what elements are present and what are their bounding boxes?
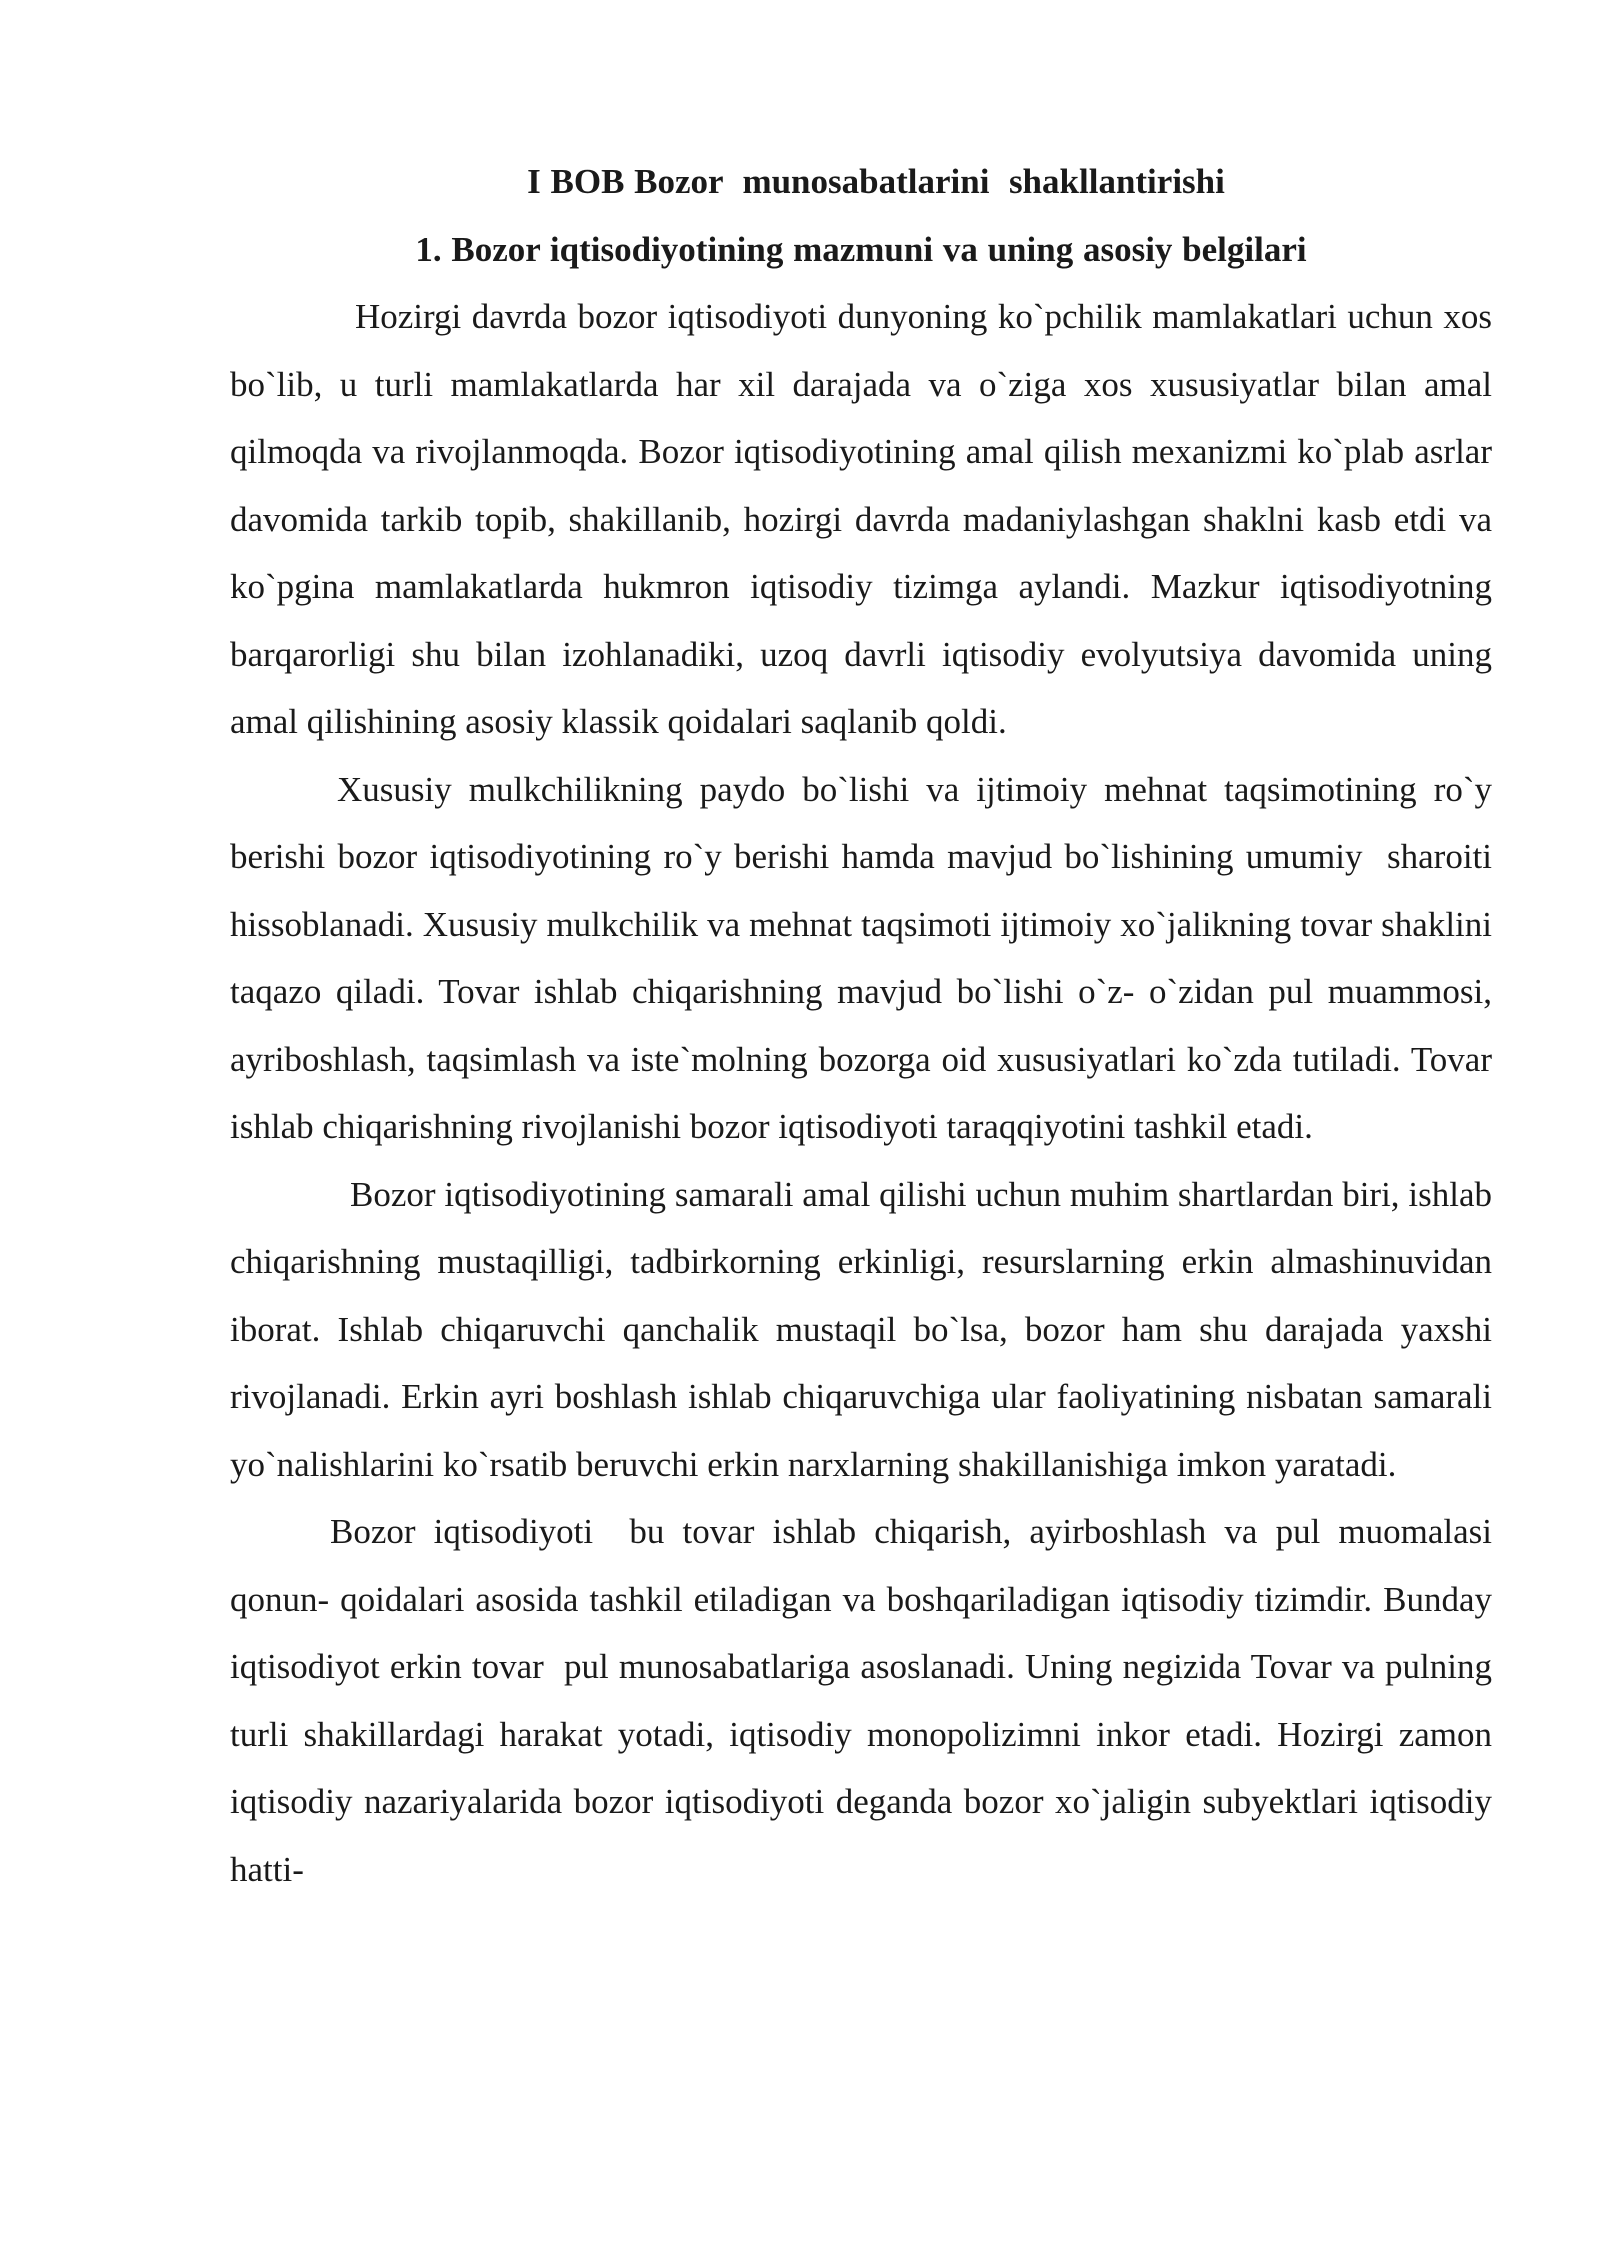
paragraph-1: Hozirgi davrda bozor iqtisodiyoti dunyoning ko`pchilik mamlakatlari uchun xos bo`lib, u turli mamlakatlarda har xil darajada va o`ziga xos xususiyatlar bilan amal qilmoqda va rivojlanmoqda. Bozor iqtisodiyotining amal qilish mexanizmi ko`plab asrlar davomida tarkib topib, shakillanib, hozirgi davrda madaniylashgan shaklni kasb etdi va ko`pgina mamlakatlarda hukmron iqtisodiy tizimga aylandi. Mazkur iqtisodiyotning barqarorligi shu bilan izohlanadiki, uzoq davrli iqtisodiy evolyutsiya davomida uning amal qilishining asosiy klassik qoidalari saqlanib qoldi.: [230, 297, 1501, 741]
document-body: [230, 148, 1501, 1903]
paragraph-4: Bozor iqtisodiyoti bu tovar ishlab chiqarish, ayirboshlash va pul muomalasi qonun- qoidalari asosida tashkil etiladigan va boshqariladigan iqtisodiy tizimdir. Bunday iqtisodiyot erkin tovar pul munosabatlariga asoslanadi. Uning negizida Tovar va pulning turli shakillardagi harakat yotadi, iqtisodiy monopolizimni inkor etadi. Hozirgi zamon iqtisodiy nazariyalarida bozor iqtisodiyoti deganda bozor xo`jaligin subyektlari iqtisodiy hatti-: [230, 1512, 1501, 1889]
chapter-title: I BOB Bozor munosabatlarini shakllantirishi: [527, 162, 1225, 201]
paragraph-3: Bozor iqtisodiyotining samarali amal qilishi uchun muhim shartlardan biri, ishlab chiqarishning mustaqilligi, tadbirkorning erkinligi, resurslarning erkin almashinuvidan iborat. Ishlab chiqaruvchi qanchalik mustaqil bo`lsa, bozor ham shu darajada yaxshi rivojlanadi. Erkin ayri boshlash ishlab chiqaruvchiga ular faoliyatining nisbatan samarali yo`nalishlarini ko`rsatib beruvchi erkin narxlarning shakillanishiga imkon yaratadi.: [230, 1174, 1501, 1484]
paragraph-2: Xususiy mulkchilikning paydo bo`lishi va ijtimoiy mehnat taqsimotining ro`y berishi bozor iqtisodiyotining ro`y berishi hamda mavjud bo`lishining umumiy sharoiti hissoblanadi. Xususiy mulkchilik va mehnat taqsimoti ijtimoiy xo`jalikning tovar shaklini taqazo qiladi. Tovar ishlab chiqarishning mavjud bo`lishi o`z- o`zidan pul muammosi, ayriboshlash, taqsimlash va iste`molning bozorga oid xususiyatlari ko`zda tutiladi. Tovar ishlab chiqarishning rivojlanishi bozor iqtisodiyoti taraqqiyotini tashkil etadi.: [230, 769, 1501, 1146]
section-title: 1. Bozor iqtisodiyotining mazmuni va uning asosiy belgilari: [415, 229, 1307, 269]
